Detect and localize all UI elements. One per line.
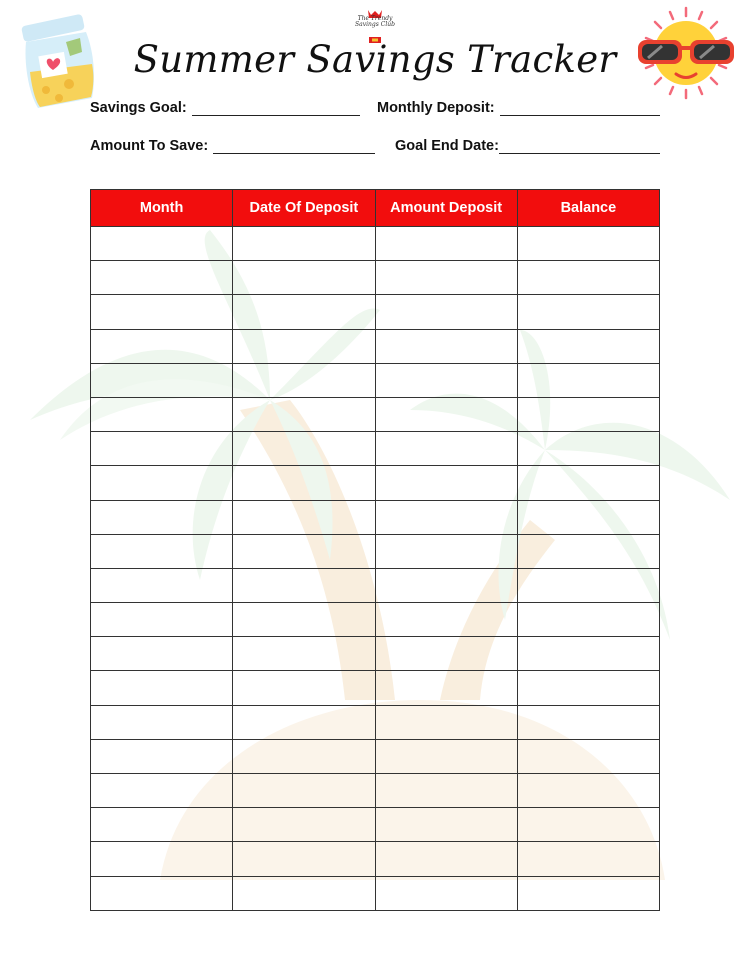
cell-month[interactable] — [91, 397, 233, 431]
cell-date-of-deposit[interactable] — [233, 397, 375, 431]
cell-balance[interactable] — [517, 432, 659, 466]
cell-month[interactable] — [91, 705, 233, 739]
table-row — [91, 876, 660, 910]
cell-month[interactable] — [91, 774, 233, 808]
cell-balance[interactable] — [517, 568, 659, 602]
cell-amount-deposit[interactable] — [375, 637, 517, 671]
goal-end-date-label: Goal End Date: — [395, 138, 499, 154]
cell-balance[interactable] — [517, 500, 659, 534]
savings-goal-input-line[interactable] — [192, 98, 360, 116]
cell-balance[interactable] — [517, 295, 659, 329]
cell-month[interactable] — [91, 534, 233, 568]
cell-amount-deposit[interactable] — [375, 808, 517, 842]
cell-date-of-deposit[interactable] — [233, 432, 375, 466]
cell-month[interactable] — [91, 432, 233, 466]
table-row — [91, 295, 660, 329]
cell-month[interactable] — [91, 466, 233, 500]
cell-month[interactable] — [91, 842, 233, 876]
cell-month[interactable] — [91, 363, 233, 397]
cell-date-of-deposit[interactable] — [233, 808, 375, 842]
cell-balance[interactable] — [517, 603, 659, 637]
cell-balance[interactable] — [517, 397, 659, 431]
amount-to-save-input-line[interactable] — [213, 136, 375, 154]
cell-date-of-deposit[interactable] — [233, 295, 375, 329]
table-row — [91, 329, 660, 363]
cell-amount-deposit[interactable] — [375, 227, 517, 261]
table-body — [91, 227, 660, 911]
cell-balance[interactable] — [517, 637, 659, 671]
cell-amount-deposit[interactable] — [375, 774, 517, 808]
page-title: Summer Savings Tracker — [133, 38, 617, 81]
cell-month[interactable] — [91, 739, 233, 773]
column-header-month: Month — [91, 190, 233, 227]
cell-month[interactable] — [91, 637, 233, 671]
cell-amount-deposit[interactable] — [375, 363, 517, 397]
cell-amount-deposit[interactable] — [375, 603, 517, 637]
cell-amount-deposit[interactable] — [375, 671, 517, 705]
table-row — [91, 774, 660, 808]
column-header-amount-deposit: Amount Deposit — [375, 190, 517, 227]
column-header-balance: Balance — [517, 190, 659, 227]
cell-date-of-deposit[interactable] — [233, 227, 375, 261]
table-row — [91, 363, 660, 397]
cell-date-of-deposit[interactable] — [233, 568, 375, 602]
cell-amount-deposit[interactable] — [375, 739, 517, 773]
cell-amount-deposit[interactable] — [375, 842, 517, 876]
cell-date-of-deposit[interactable] — [233, 637, 375, 671]
cell-balance[interactable] — [517, 261, 659, 295]
cell-amount-deposit[interactable] — [375, 876, 517, 910]
table-row — [91, 466, 660, 500]
cell-month[interactable] — [91, 808, 233, 842]
cell-balance[interactable] — [517, 671, 659, 705]
cell-balance[interactable] — [517, 876, 659, 910]
table-row — [91, 671, 660, 705]
cell-month[interactable] — [91, 876, 233, 910]
table-row — [91, 568, 660, 602]
cell-balance[interactable] — [517, 329, 659, 363]
cell-balance[interactable] — [517, 774, 659, 808]
table-row — [91, 261, 660, 295]
cell-month[interactable] — [91, 295, 233, 329]
goal-end-date-field[interactable] — [395, 134, 660, 154]
goal-end-date-input-line[interactable] — [499, 136, 660, 154]
table-row — [91, 397, 660, 431]
cell-amount-deposit[interactable] — [375, 568, 517, 602]
cell-amount-deposit[interactable] — [375, 261, 517, 295]
cell-month[interactable] — [91, 603, 233, 637]
cell-date-of-deposit[interactable] — [233, 603, 375, 637]
cell-amount-deposit[interactable] — [375, 295, 517, 329]
cell-balance[interactable] — [517, 842, 659, 876]
savings-goal-field[interactable] — [90, 96, 360, 116]
amount-to-save-field[interactable] — [90, 134, 375, 154]
cell-balance[interactable] — [517, 363, 659, 397]
cell-date-of-deposit[interactable] — [233, 842, 375, 876]
cell-date-of-deposit[interactable] — [233, 261, 375, 295]
table-row — [91, 500, 660, 534]
cell-amount-deposit[interactable] — [375, 705, 517, 739]
cell-amount-deposit[interactable] — [375, 432, 517, 466]
cell-month[interactable] — [91, 261, 233, 295]
table-row — [91, 432, 660, 466]
cell-date-of-deposit[interactable] — [233, 534, 375, 568]
cell-balance[interactable] — [517, 739, 659, 773]
cell-date-of-deposit[interactable] — [233, 329, 375, 363]
cell-month[interactable] — [91, 227, 233, 261]
monthly-deposit-input-line[interactable] — [500, 98, 660, 116]
cell-month[interactable] — [91, 568, 233, 602]
savings-tracker-table — [90, 189, 660, 911]
amount-to-save-label: Amount To Save: — [90, 138, 209, 154]
cell-amount-deposit[interactable] — [375, 534, 517, 568]
cell-month[interactable] — [91, 500, 233, 534]
cell-amount-deposit[interactable] — [375, 466, 517, 500]
table-row — [91, 705, 660, 739]
cell-date-of-deposit[interactable] — [233, 876, 375, 910]
monthly-deposit-field[interactable] — [377, 96, 660, 116]
cell-date-of-deposit[interactable] — [233, 705, 375, 739]
cell-month[interactable] — [91, 329, 233, 363]
cell-balance[interactable] — [517, 808, 659, 842]
cell-amount-deposit[interactable] — [375, 500, 517, 534]
table-row — [91, 534, 660, 568]
cell-amount-deposit[interactable] — [375, 397, 517, 431]
table-row — [91, 808, 660, 842]
savings-goal-label: Savings Goal: — [90, 100, 187, 116]
cell-balance[interactable] — [517, 705, 659, 739]
cell-date-of-deposit[interactable] — [233, 671, 375, 705]
column-header-date-of-deposit: Date Of Deposit — [233, 190, 375, 227]
table-row — [91, 227, 660, 261]
table-header-row — [91, 190, 660, 227]
cell-month[interactable] — [91, 671, 233, 705]
table-row — [91, 739, 660, 773]
cell-date-of-deposit[interactable] — [233, 774, 375, 808]
table-row — [91, 637, 660, 671]
logo-text: The Trendy Savings Club — [355, 15, 395, 28]
cell-balance[interactable] — [517, 534, 659, 568]
table-row — [91, 842, 660, 876]
cell-amount-deposit[interactable] — [375, 329, 517, 363]
cell-balance[interactable] — [517, 227, 659, 261]
monthly-deposit-label: Monthly Deposit: — [377, 100, 495, 116]
cell-date-of-deposit[interactable] — [233, 466, 375, 500]
cell-date-of-deposit[interactable] — [233, 363, 375, 397]
cell-date-of-deposit[interactable] — [233, 500, 375, 534]
table-row — [91, 603, 660, 637]
cell-date-of-deposit[interactable] — [233, 739, 375, 773]
cell-balance[interactable] — [517, 466, 659, 500]
